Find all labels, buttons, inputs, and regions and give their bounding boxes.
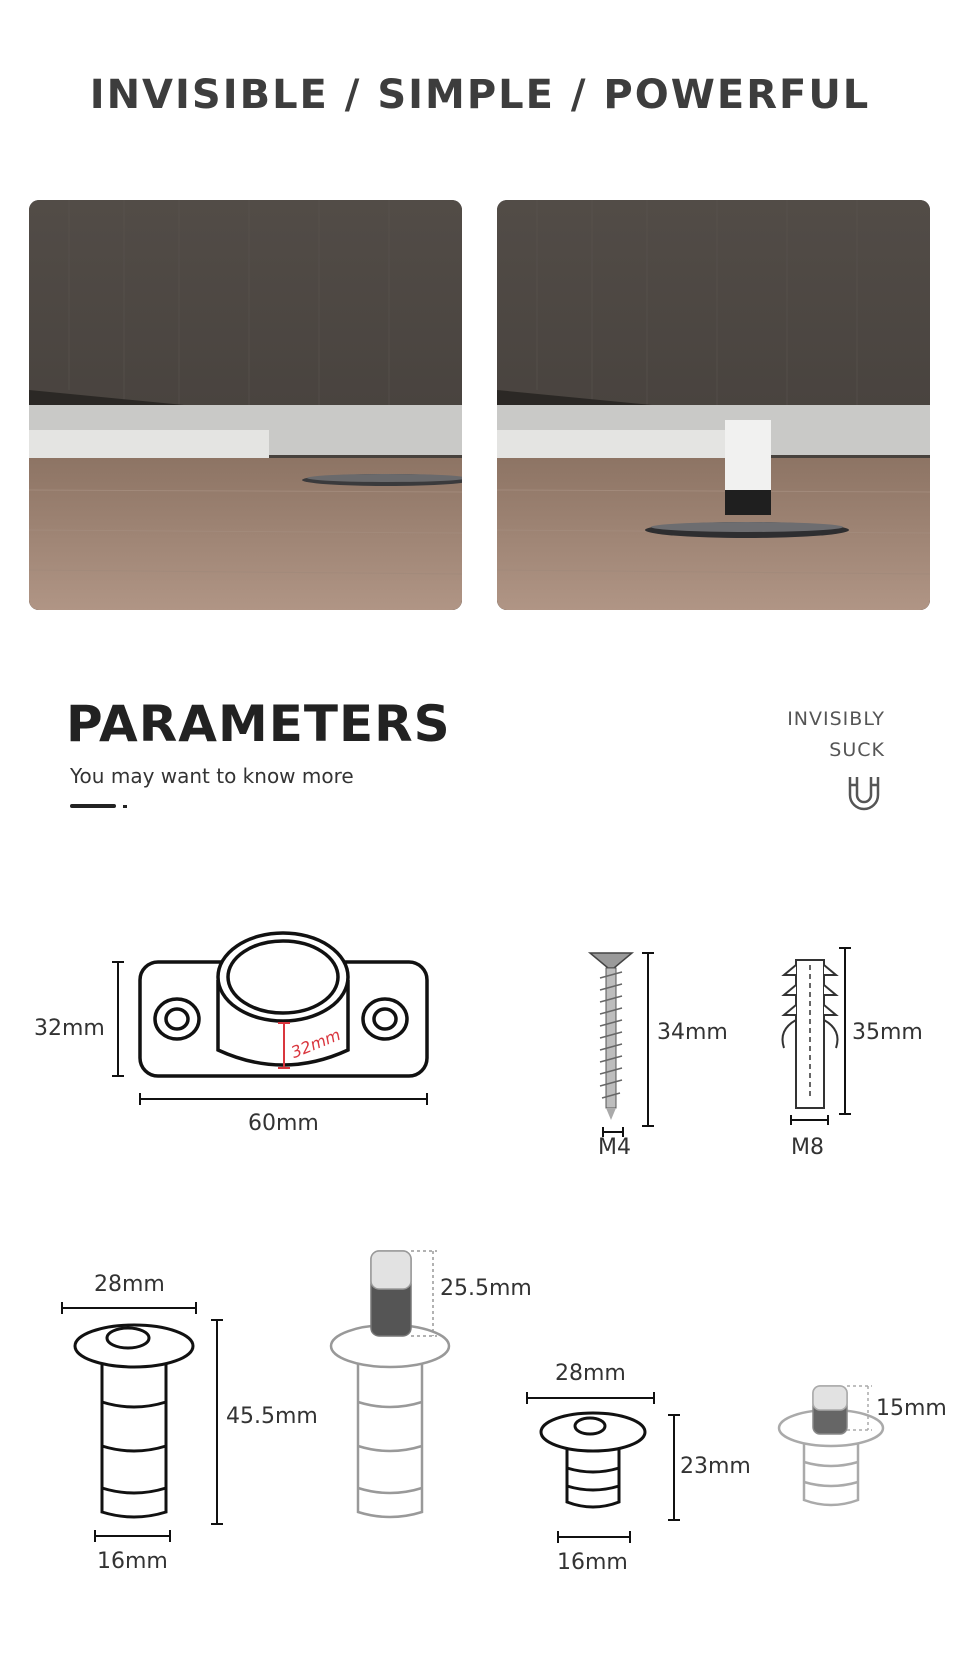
parameters-title: PARAMETERS	[66, 695, 451, 753]
plate-inner-label: 32mm	[288, 1025, 344, 1062]
large-top-dim	[62, 1302, 196, 1314]
plate-width-label: 60mm	[248, 1111, 319, 1136]
small-height-label: 23mm	[680, 1454, 751, 1479]
large-top-label: 28mm	[94, 1272, 165, 1297]
parameters-subtitle: You may want to know more	[70, 764, 354, 788]
small-stopper-extended-drawing	[779, 1386, 883, 1505]
large-bottom-dim	[95, 1530, 170, 1542]
small-top-dim	[527, 1392, 654, 1404]
screw-drawing	[590, 953, 632, 1120]
screw-length-label: 34mm	[657, 1020, 728, 1045]
small-bottom-dim	[558, 1531, 630, 1543]
hero-title: INVISIBLE / SIMPLE / POWERFUL	[89, 72, 871, 118]
large-stopper-extended-drawing	[331, 1251, 449, 1517]
small-extend-label: 15mm	[876, 1396, 947, 1421]
plate-width-dim	[140, 1093, 427, 1105]
small-height-dim	[668, 1415, 680, 1520]
large-height-label: 45.5mm	[226, 1404, 318, 1429]
anchor-length-dim	[839, 948, 851, 1114]
anchor-size-label: M8	[791, 1135, 824, 1160]
large-height-dim	[211, 1320, 223, 1524]
anchor-length-label: 35mm	[852, 1020, 923, 1045]
screw-size-label: M4	[598, 1135, 631, 1160]
large-bottom-label: 16mm	[97, 1549, 168, 1574]
anchor-drawing	[783, 960, 838, 1108]
small-bottom-label: 16mm	[557, 1550, 628, 1575]
badge-line-2: SUCK	[829, 739, 885, 761]
plate-height-dim	[112, 962, 124, 1076]
screw-length-dim	[642, 953, 654, 1126]
plate-height-label: 32mm	[34, 1016, 105, 1041]
anchor-dia-dim	[791, 1115, 828, 1125]
large-extend-label: 25.5mm	[440, 1276, 532, 1301]
small-top-label: 28mm	[555, 1361, 626, 1386]
badge-line-1: INVISIBLY	[787, 708, 885, 730]
large-stopper-drawing	[75, 1325, 193, 1517]
small-stopper-drawing	[541, 1413, 645, 1507]
